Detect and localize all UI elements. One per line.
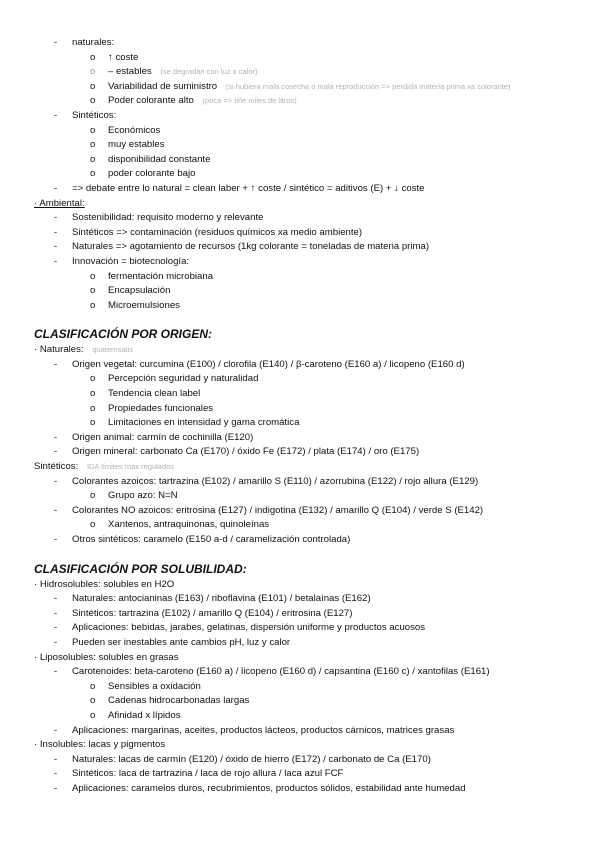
list-item (0, 724, 599, 739)
dash-bullet (54, 665, 57, 680)
list-item-text: Sensibles a oxidación (108, 680, 201, 692)
list-item-note: (poca => tiñe miles de litros) (202, 96, 297, 106)
list-item (0, 709, 599, 724)
sinteticos-group-heading (0, 460, 599, 475)
list-item-text: Naturales: lacas de carmín (E120) / óxido de hierro (E172) / carbonato de Ca (E170) (72, 753, 431, 765)
circle-bullet (90, 153, 95, 168)
list-item-text: Carotenoides: beta-caroteno (E160 a) / licopeno (E160 d) / capsantina (E160 c) / xantofilas (E161) (72, 666, 490, 678)
circle-bullet (90, 372, 95, 387)
list-item-text: Propiedades funcionales (108, 402, 214, 414)
list-item-text: Colorantes azoicos: tartrazina (E102) / amarillo S (E110) / azorrubina (E122) / rojo allura (E129) (72, 475, 479, 487)
list-item-text: Limitaciones en intensidad y gama cromática (108, 417, 300, 429)
list-item-note: (se degradan con luz o calor) (160, 67, 258, 77)
list-item (0, 475, 599, 490)
list-item (0, 284, 599, 299)
list-item (0, 533, 599, 548)
dash-bullet (54, 255, 57, 270)
circle-bullet (90, 680, 95, 695)
list-item-text: Microemulsiones (108, 299, 180, 311)
list-item-text: Colorantes NO azoicos: eritrosina (E127) / indigotina (E132) / amarillo Q (E104) / verde S (E142) (72, 504, 484, 516)
dash-bullet (54, 504, 57, 519)
naturales-label: naturales: (72, 37, 115, 48)
list-item (0, 767, 599, 782)
list-item (0, 607, 599, 622)
list-item (0, 211, 599, 226)
circle-bullet (90, 416, 95, 431)
circle-bullet (90, 387, 95, 402)
section-heading-origen: CLASIFICACIÓN POR ORIGEN: (34, 327, 213, 342)
list-item-text: Xantenos, antraquinonas, quinoleínas (108, 519, 270, 531)
list-item-text: Variabilidad de suministro (108, 80, 218, 92)
dash-bullet (54, 636, 57, 651)
dash-bullet (54, 211, 57, 226)
list-item (0, 255, 599, 270)
section-heading-solubilidad: CLASIFICACIÓN POR SOLUBILIDAD: (34, 561, 247, 576)
naturales-group-note: quaternsatis (92, 345, 134, 355)
list-item-text: Naturales => agotamiento de recursos (1kg colorante = toneladas de materia prima) (72, 241, 430, 253)
inso-group-heading (0, 738, 599, 753)
list-item-text: Origen animal: carmín de cochinilla (E120) (72, 431, 254, 443)
list-item-text: Pueden ser inestables ante cambios pH, luz y calor (72, 636, 291, 648)
list-item (0, 402, 599, 417)
circle-bullet (90, 51, 95, 66)
list-item-note: (si hubiera mala cosecha o mala reproducción => perdida materia prima xa colorante) (225, 81, 511, 91)
circle-bullet (90, 124, 95, 139)
circle-bullet (90, 138, 95, 153)
ambiental-heading (0, 197, 599, 212)
list-item (0, 445, 599, 460)
list-item (0, 518, 599, 533)
list-item (0, 431, 599, 446)
list-item (0, 226, 599, 241)
dash-bullet (54, 533, 57, 548)
inso-group-label: · Insolubles: lacas y pigmentos (34, 739, 166, 751)
list-item-text: Sintéticos: tartrazina (E102) / amarillo Q (E104) / eritrosina (E127) (72, 607, 353, 619)
list-item-text: Aplicaciones: bebidas, jarabes, gelatinas, dispersión uniforme y productos acuosos (72, 622, 426, 634)
hidro-group-heading (0, 578, 599, 593)
list-item-text: Poder colorante alto (108, 95, 194, 107)
list-item (0, 299, 599, 314)
dash-bullet (54, 782, 57, 797)
list-item (0, 665, 599, 680)
debate-text: => debate entre lo natural = clean laber + ↑ coste / sintético = aditivos (E) + ↓ coste (72, 182, 425, 194)
circle-bullet (90, 489, 95, 504)
circle-bullet (90, 80, 95, 95)
list-item-text: poder colorante bajo (108, 168, 196, 180)
list-item (0, 167, 599, 182)
list-item (0, 124, 599, 139)
list-item (0, 65, 599, 80)
dash-bullet (54, 621, 57, 636)
list-item (0, 240, 599, 255)
list-item (0, 51, 599, 66)
sinteticos-line (0, 109, 599, 124)
list-item (0, 636, 599, 651)
list-item-text: Grupo azo: N=N (108, 490, 178, 502)
list-item-text: ↑ coste (108, 51, 139, 63)
list-item (0, 153, 599, 168)
naturales-line (0, 36, 599, 51)
dash-bullet (54, 431, 57, 446)
list-item-text: Innovación = biotecnología: (72, 255, 190, 267)
list-item (0, 592, 599, 607)
circle-bullet (90, 65, 95, 80)
dash-bullet (54, 445, 57, 460)
list-item-text: Sostenibilidad: requisito moderno y relevante (72, 212, 264, 224)
dash-bullet (54, 36, 57, 51)
list-item-text: – estables (108, 66, 152, 78)
dash-bullet (54, 226, 57, 241)
list-item-text: Sintéticos: laca de tartrazina / laca de rojo allura / laca azul FCF (72, 768, 344, 780)
list-item-text: fermentación microbiana (108, 270, 214, 282)
naturales-group-heading (0, 343, 599, 358)
list-item (0, 680, 599, 695)
list-item (0, 94, 599, 109)
list-item (0, 621, 599, 636)
list-item-text: Percepción seguridad y naturalidad (108, 373, 259, 385)
dash-bullet (54, 182, 57, 197)
list-item-text: Origen mineral: carbonato Ca (E170) / óxido Fe (E172) / plata (E174) / oro (E175) (72, 446, 420, 458)
list-item (0, 504, 599, 519)
dash-bullet (54, 240, 57, 255)
dash-bullet (54, 767, 57, 782)
list-item-text: Naturales: antocianinas (E163) / riboflavina (E101) / betalaínas (E162) (72, 593, 371, 605)
list-item (0, 387, 599, 402)
lipo-group-label: · Liposolubles: solubles en grasas (34, 651, 179, 663)
list-item-text: Cadenas hidrocarbonadas largas (108, 695, 250, 707)
list-item (0, 694, 599, 709)
list-item (0, 138, 599, 153)
circle-bullet (90, 299, 95, 314)
list-item (0, 80, 599, 95)
dash-bullet (54, 724, 57, 739)
circle-bullet (90, 270, 95, 285)
circle-bullet (90, 694, 95, 709)
naturales-group-label: · Naturales: (34, 344, 84, 356)
lipo-group-heading (0, 651, 599, 666)
circle-bullet (90, 94, 95, 109)
list-item-text: Aplicaciones: margarinas, aceites, productos lácteos, productos cárnicos, matrices grasas (72, 724, 455, 736)
list-item (0, 489, 599, 504)
circle-bullet (90, 402, 95, 417)
list-item (0, 753, 599, 768)
list-item-text: Otros sintéticos: caramelo (E150 a-d / caramelización controlada) (72, 534, 351, 545)
list-item-text: Económicos (108, 124, 161, 136)
debate-line (0, 182, 599, 197)
list-item (0, 782, 599, 797)
hidro-group-label: · Hidrosolubles: solubles en H2O (34, 578, 175, 590)
dash-bullet (54, 475, 57, 490)
list-item-text: Aplicaciones: caramelos duros, recubrimientos, productos sólidos, estabilidad ante humedad (72, 782, 466, 794)
list-item-text: Tendencia clean label (108, 388, 201, 400)
circle-bullet (90, 709, 95, 724)
circle-bullet (90, 518, 95, 533)
sinteticos-group-note: IDA límites máx regulados (86, 462, 175, 472)
circle-bullet (90, 284, 95, 299)
list-item-text: Origen vegetal: curcumina (E100) / clorofila (E140) / β-caroteno (E160 a) / licopeno (E160 d) (72, 358, 465, 370)
list-item (0, 358, 599, 373)
list-item (0, 372, 599, 387)
list-item-text: muy estables (108, 139, 165, 151)
list-item-text: Encapsulación (108, 285, 171, 297)
list-item-text: Afinidad x lípidos (108, 709, 181, 721)
list-item (0, 416, 599, 431)
dash-bullet (54, 358, 57, 373)
sinteticos-label: Sintéticos: (72, 109, 117, 121)
list-item-text: Sintéticos => contaminación (residuos químicos xa medio ambiente) (72, 226, 363, 238)
dash-bullet (54, 109, 57, 124)
dash-bullet (54, 753, 57, 768)
sinteticos-group-label: Sintéticos: (34, 461, 79, 473)
dash-bullet (54, 607, 57, 622)
circle-bullet (90, 167, 95, 182)
list-item-text: disponibilidad constante (108, 153, 211, 165)
dash-bullet (54, 592, 57, 607)
list-item (0, 270, 599, 285)
ambiental-label: · Ambiental: (34, 197, 85, 209)
